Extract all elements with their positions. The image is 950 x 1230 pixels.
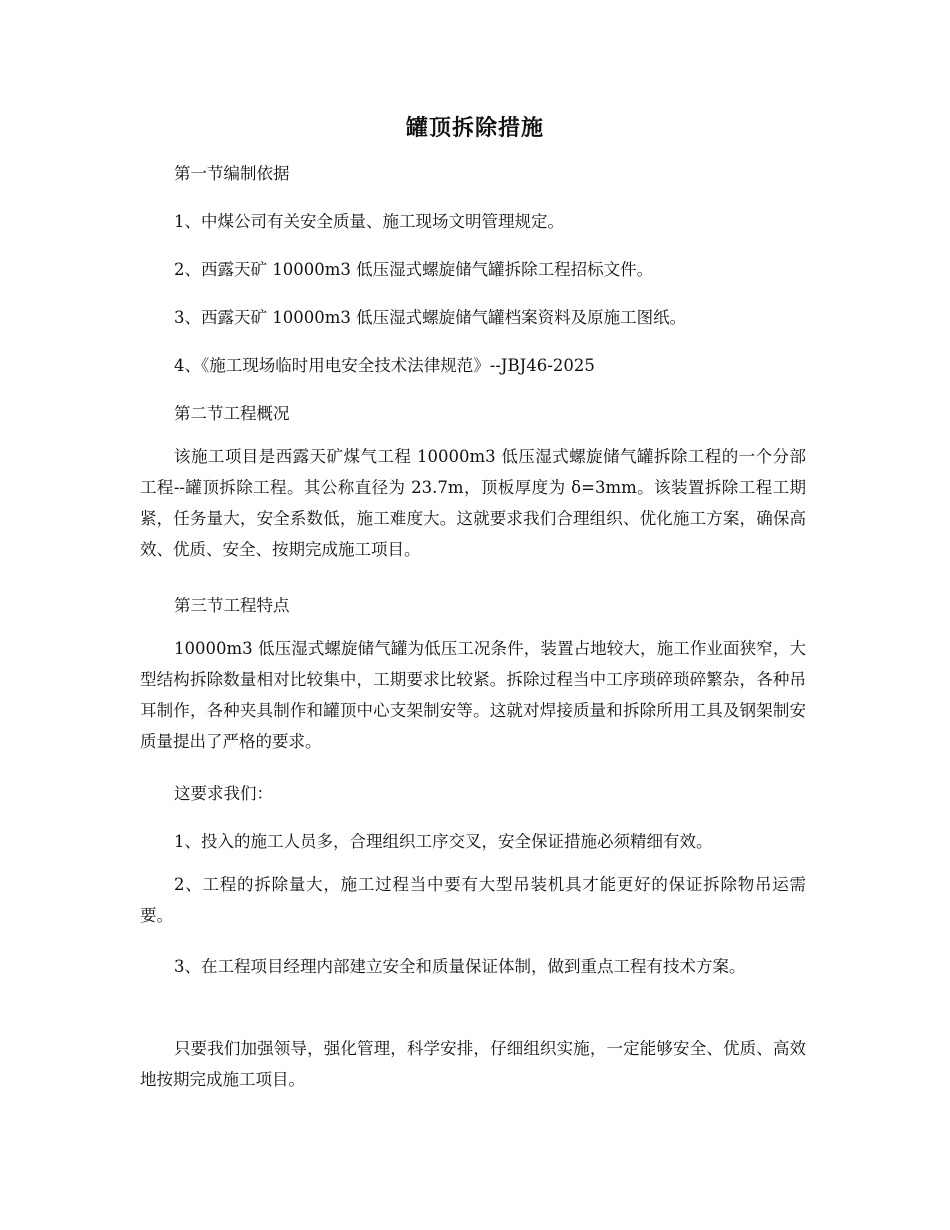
paragraph-features: 10000m3 低压湿式螺旋储气罐为低压工况条件，装置占地较大，施工作业面狭窄，大型结构拆除数量相对比较集中，工期要求比较紧。拆除过程当中工序琐碎琐碎繁杂，各种吊耳制作，各种夹具制作和罐顶中心支架制安等。这就对焊接质量和拆除所用工具及钢架制安质量提出了严格的要求。	[140, 639, 806, 751]
paragraph-requirement-2: 2、工程的拆除量大，施工过程当中要有大型吊装机具才能更好的保证拆除物吊运需要。	[140, 875, 806, 925]
section-heading-3: 第三节工程特点	[174, 596, 290, 615]
section-heading-1: 第一节编制依据	[174, 164, 290, 183]
paragraph-basis-4: 4、《施工现场临时用电安全技术法律规范》--JBJ46-2025	[174, 356, 595, 375]
paragraph-requirement-3: 3、在工程项目经理内部建立安全和质量保证体制，做到重点工程有技术方案。	[174, 957, 746, 976]
paragraph-basis-3: 3、西露天矿 10000m3 低压湿式螺旋储气罐档案资料及原施工图纸。	[174, 308, 687, 327]
document-title: 罐顶拆除措施	[405, 115, 544, 141]
paragraph-basis-2: 2、西露天矿 10000m3 低压湿式螺旋储气罐拆除工程招标文件。	[174, 260, 654, 279]
paragraph-requirement-1: 1、投入的施工人员多，合理组织工序交叉，安全保证措施必须精细有效。	[174, 832, 713, 851]
paragraph-requirements-intro: 这要求我们：	[174, 784, 273, 803]
paragraph-conclusion: 只要我们加强领导，强化管理，科学安排，仔细组织实施，一定能够安全、优质、高效地按期完成施工项目。	[140, 1039, 806, 1089]
section-heading-2: 第二节工程概况	[174, 404, 290, 423]
paragraph-basis-1: 1、中煤公司有关安全质量、施工现场文明管理规定。	[174, 212, 564, 231]
paragraph-overview: 该施工项目是西露天矿煤气工程 10000m3 低压湿式螺旋储气罐拆除工程的一个分部工程--罐顶拆除工程。其公称直径为 23.7m，顶板厚度为 δ=3mm。该装置拆除工程工期紧，任务量大，安全系数低，施工难度大。这就要求我们合理组织、优化施工方案，确保高效、优质、安全、按期完成施工项目。	[140, 447, 806, 559]
